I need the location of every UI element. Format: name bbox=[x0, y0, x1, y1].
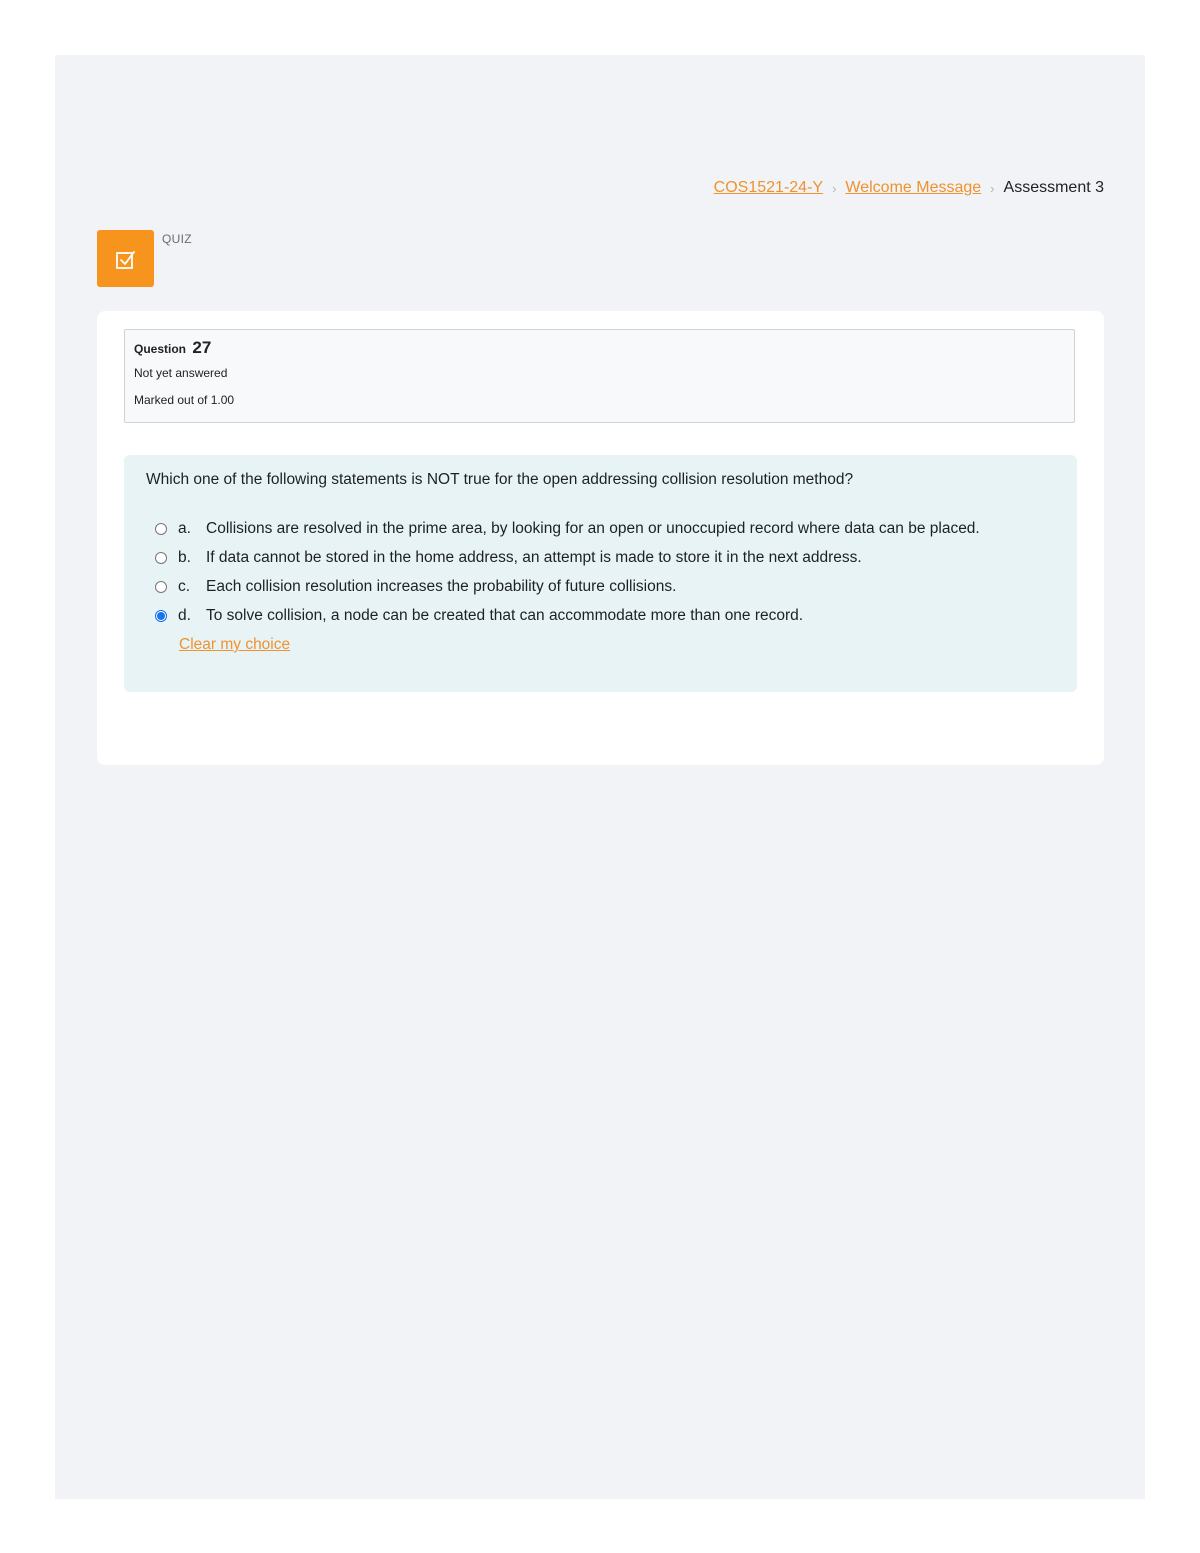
question-number-line bbox=[134, 338, 1065, 359]
breadcrumb-section-link[interactable]: Welcome Message bbox=[845, 179, 982, 196]
question-grade: Marked out of 1.00 bbox=[134, 393, 235, 407]
answer-letter: c. bbox=[178, 577, 191, 595]
checkbox-icon bbox=[115, 248, 137, 270]
answer-radio-b[interactable] bbox=[155, 552, 167, 564]
breadcrumb-course-link[interactable]: COS1521-24-Y bbox=[713, 179, 824, 196]
answer-letter: d. bbox=[178, 606, 191, 624]
question-card bbox=[97, 311, 1104, 765]
answer-option-b[interactable] bbox=[146, 543, 1055, 572]
question-state: Not yet answered bbox=[134, 366, 228, 380]
activity-type-label: QUIZ bbox=[162, 232, 192, 246]
breadcrumb-separator-icon: › bbox=[990, 180, 995, 196]
answer-option-c[interactable] bbox=[146, 572, 1055, 601]
question-number: 27 bbox=[192, 338, 212, 357]
quiz-activity-icon bbox=[97, 230, 154, 287]
answer-letter: a. bbox=[178, 519, 191, 537]
question-info bbox=[124, 329, 1075, 423]
answer-text[interactable]: Collisions are resolved in the prime area, by looking for an open or unoccupied record where data can be placed. bbox=[206, 519, 980, 537]
answer-text[interactable]: To solve collision, a node can be created that can accommodate more than one record. bbox=[206, 606, 804, 624]
answer-radio-c[interactable] bbox=[155, 581, 167, 593]
answer-text[interactable]: If data cannot be stored in the home address, an attempt is made to store it in the next address. bbox=[206, 548, 862, 566]
breadcrumb-separator-icon: › bbox=[832, 180, 837, 196]
question-text: Which one of the following statements is NOT true for the open addressing collision resolution method? bbox=[146, 471, 854, 488]
answer-text[interactable]: Each collision resolution increases the probability of future collisions. bbox=[206, 577, 677, 595]
question-formulation bbox=[124, 455, 1077, 692]
answer-option-d[interactable] bbox=[146, 601, 1055, 630]
answer-radio-d[interactable] bbox=[155, 610, 167, 622]
breadcrumb bbox=[714, 179, 1104, 197]
answer-letter: b. bbox=[178, 548, 191, 566]
answer-radio-a[interactable] bbox=[155, 523, 167, 535]
clear-choice-link[interactable]: Clear my choice bbox=[179, 636, 291, 653]
answer-option-a[interactable] bbox=[146, 514, 1055, 543]
question-label: Question bbox=[134, 342, 187, 356]
page-region bbox=[55, 55, 1145, 1499]
breadcrumb-current: Assessment 3 bbox=[1003, 179, 1104, 196]
